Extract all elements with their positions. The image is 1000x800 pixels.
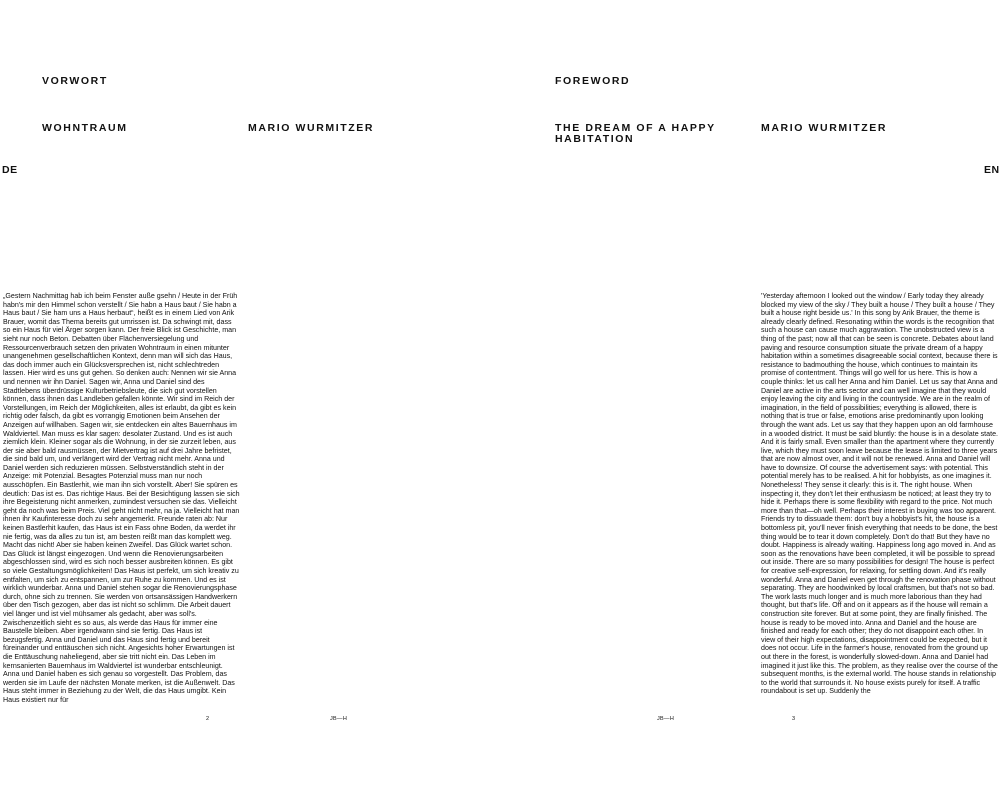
language-marker: DE bbox=[2, 164, 18, 176]
page-number: 2 bbox=[206, 716, 210, 722]
author-name: MARIO WURMITZER bbox=[248, 122, 375, 134]
essay-body-text: 'Yesterday afternoon I looked out the window / Early today they already blocked my view of the sky / They built a house / They built a house / They built a house right beside us.' In this song by Arik Brauer, the theme is already clearly defined. Resonating within the words is the recognition that such a house can cause much aggravation. The unobstructed view is a thing of the past; now all that can be seen is concrete. Debates about land paving and resource consumption situate the private dream of a happy habitation within a sometimes disagreeable social context, because there is resistance to badmouthing the house, which continues to maintain its promise of contentment. Things will go well for us here. This is how a couple thinks: let us call her Anna and him Daniel. Let us say that Anna and Daniel are active in the arts sector and can well imagine that they would enjoy leaving the city and living in the countryside. We are in the realm of imagination, in the field of possibilities; everything is allowed, there is nothing that is true or false, emotions arise predominantly upon looking through the want ads. Let us say that they happen upon an old farmhouse in a wooded district. It must be said bluntly: the house is in a desolate state. And it is fairly small. Even smaller than the apartment where they currently live, which they must soon leave because the lease is limited to three years that are now almost over, and it will not be renewed. Anna and Daniel will have to downsize. Of course the advertisement says: with potential. This potential merely has to be realised. A hit for hobbyists, as one imagines it. Nonetheless! They sense it clearly: this is it. The right house. When inspecting it, they don't let their enthusiasm be noticed; at least they try to hide it. Perhaps there is some flexibility with regard to the price. Not much more than that—oh well. Perhaps their interest in buying was too apparent. Friends try to dissuade them: don't buy a hobbyist's hit, the house is a bottomless pit, you'll never finish everything that needs to be done, the best thing would be to tear it down completely. Don't do that! But they have no doubt. Happiness is already waiting. Happiness long ago moved in. And as soon as the renovations have been completed, it will be possible to spread out inside. There are so many possibilities for design! The house is perfect for creative self-expression, for relaxing, for settling down. And it's really wonderful. Anna and Daniel even get through the renovation phase without separating. They are hoodwinked by local craftsmen, but that's not so bad. The work lasts much longer and is much more laborious than they had thought, but that's life. Off and on it appears as if the house will remain a construction site forever. But at some point, they are finally finished. The house is ready to be moved into. Anna and Daniel and the house are finished and ready for each other; they do not disappoint each other. In view of their high expectations, disappointment could be expected, but it does not occur. Life in the farmer's house, renovated from the ground up out there in the forest, is wonderfully slowed-down. Anna and Daniel had imagined it just like this. The problem, as they realise over the course of the subsequent months, is the external world. The house stands in relationship to the world that surrounds it. No house exists purely for itself. A traffic roundabout is set up. Suddenly the bbox=[761, 292, 998, 696]
essay-body-text: „Gestern Nachmittag hab ich beim Fenster auße gsehn / Heute in der Früh habn's mir den Himmel schon verstellt / Sie habn a Haus baut / Sie habn a Haus baut / Sie ham uns a Haus herbaut“, heißt es in einem Lied von Arik Brauer, womit das Thema bereits gut umrissen ist. Da schwingt mit, dass so ein Haus für viel Ärger sorgen kann. Der freie Blick ist Geschichte, man sieht nur noch Beton. Debatten über Flächenversiegelung und Ressourcenverbrauch setzen den privaten Wohntraum in einen mitunter unangenehmen gesellschaftlichen Kontext, denn man will sich das Haus, das doch immer auch ein Glücksversprechen ist, nicht schlechtreden lassen. Hier wird es uns gut gehen. So denken auch: Nennen wir sie Anna und nennen wir ihn Daniel. Sagen wir, Anna und Daniel sind des Stadtlebens überdrüssige Kulturbetriebsleute, die sich gut vorstellen können, dass ihnen das Landleben gefallen könnte. Wir sind im Reich der Vorstellungen, im Reich der Möglichkeiten, alles ist erlaubt, da gibt es kein richtig oder falsch, da gibt es vorrangig Emotionen beim Ansehen der Anzeigen auf willhaben. Sagen wir, sie entdecken ein altes Bauernhaus im Waldviertel. Man muss es klar sagen: desolater Zustand. Und es ist auch ziemlich klein. Kleiner sogar als die Wohnung, in der sie zurzeit leben, aus der sie aber bald rausmüssen, der Mietvertrag ist auf drei Jahre befristet, die sind bald um, und verlängert wird der Vertrag nicht mehr. Anna und Daniel werden sich reduzieren müssen. Selbstverständlich steht in der Anzeige: mit Potenzial. Besagtes Potenzial muss man nur noch ausschöpfen. Ein Bastlerhit, wie man ihn sich vorstellt. Aber! Sie spüren es deutlich: Das ist es. Das richtige Haus. Bei der Besichtigung lassen sie sich ihre Begeisterung nicht anmerken, zumindest versuchen sie das. Vielleicht geht da noch was beim Preis. Viel geht nicht mehr, na ja. Vielleicht hat man ihnen ihr Kaufinteresse doch zu sehr angemerkt. Freunde raten ab: Nur keinen Bastlerhit kaufen, das Haus ist ein Fass ohne Boden, da werdet ihr nie fertig, was da alles zu tun ist, am besten reißt man das komplett weg. Macht das nicht! Aber sie haben keinen Zweifel. Das Glück wartet schon. Das Glück ist längst eingezogen. Und wenn die Renovierungsarbeiten abgeschlossen sind, wird es sich noch besser ausbreiten können. Es gibt so viele Gestaltungsmöglichkeiten! Das Haus ist perfekt, um sich kreativ zu entfalten, um sich zu entspannen, um zur Ruhe zu kommen. Und es ist wirklich wunderbar. Anna und Daniel stehen sogar die Renovierungsphase durch, ohne sich zu trennen. Sie werden von ortsansässigen Handwerkern über den Tisch gezogen, aber das ist nicht so schlimm. Die Arbeit dauert viel länger und ist viel mühsamer als gedacht, aber was soll's. Zwischenzeitlich sieht es so aus, als werde das Haus für immer eine Baustelle bleiben. Aber irgendwann sind sie fertig. Das Haus ist bezugsfertig. Anna und Daniel und das Haus sind fertig und bereit füreinander und enttäuschen sich nicht. Angesichts hoher Erwartungen ist die Enttäuschung naheliegend, aber sie tritt nicht ein. Das Leben im kernsanierten Bauernhaus im Waldviertel ist wunderbar entschleunigt. Anna und Daniel haben es sich genau so vorgestellt. Das Problem, das werden sie im Laufe der nächsten Monate merken, ist die Außenwelt. Das Haus steht immer in Beziehung zu der Welt, die das Haus umgibt. Kein Haus existiert nur für bbox=[3, 292, 240, 704]
colophon-mark: JB—H bbox=[330, 716, 348, 722]
section-label: VORWORT bbox=[42, 75, 108, 87]
colophon-mark: JB—H bbox=[657, 716, 675, 722]
author-name: MARIO WURMITZER bbox=[761, 122, 888, 134]
page-number: 3 bbox=[792, 716, 796, 722]
section-label: FOREWORD bbox=[555, 75, 631, 87]
essay-title: WOHNTRAUM bbox=[42, 122, 128, 134]
language-marker: EN bbox=[984, 164, 1000, 176]
right-page-english bbox=[500, 0, 1000, 800]
essay-title: THE DREAM OF A HAPPY HABITATION bbox=[555, 122, 716, 145]
